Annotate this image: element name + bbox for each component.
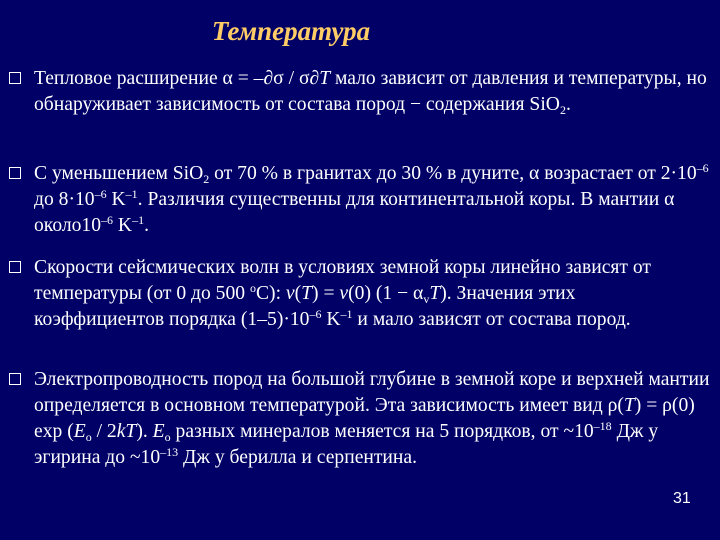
slide-title: Температура: [211, 16, 371, 46]
paragraph-electrical-conductivity: Электропроводность пород на большой глубине в земной коре и верхней мантии определяется в основном температурой. Эта зависимость имеет вид ρ(T) = ρ(0) $\exp (E_o / 2kT)$. $E_o$ разных минералов меняется на 5 порядков, от $\sim 10^{-18}$ Дж у эгирина до $\sim 10^{-13}$ Дж у берилла и серпентина.: [34, 369, 710, 468]
paragraph-sio2-dependence: С уменьшением SiO$_2$ от 70 % в гранитах до 30 % в дуните, α возрастает от $2\cdot 10^{-6}$ до $8\cdot 10^{-6}$ $K^{-1}$. Различия существенны для континентальной коры. В мантии α $около10^{-6}$ $K^{-1}$.: [34, 161, 709, 236]
paragraph-seismic-velocity: Скорости сейсмических волн в условиях земной коры линейно зависят от температуры (от 0 до 500 $^o$C): v(T) = v(0) $(1 - \alpha_vT)$. Значения этих коэффициентов порядка $(1-5)\cdot 10^{-6}$ $K^{-1}$ и мало зависят от состава пород.: [34, 257, 651, 330]
bullet-icon: [9, 72, 21, 84]
page-number: 31: [673, 490, 691, 507]
bullet-icon: [9, 261, 21, 273]
bullet-icon: [9, 373, 21, 385]
bullet-icon: [9, 167, 21, 179]
paragraph-thermal-expansion: Тепловое расширение α = –∂σ / σ∂T мало зависит от давления и температуры, но обнаруживает зависимость от состава пород − содержания SiO$_2$.: [34, 68, 707, 117]
